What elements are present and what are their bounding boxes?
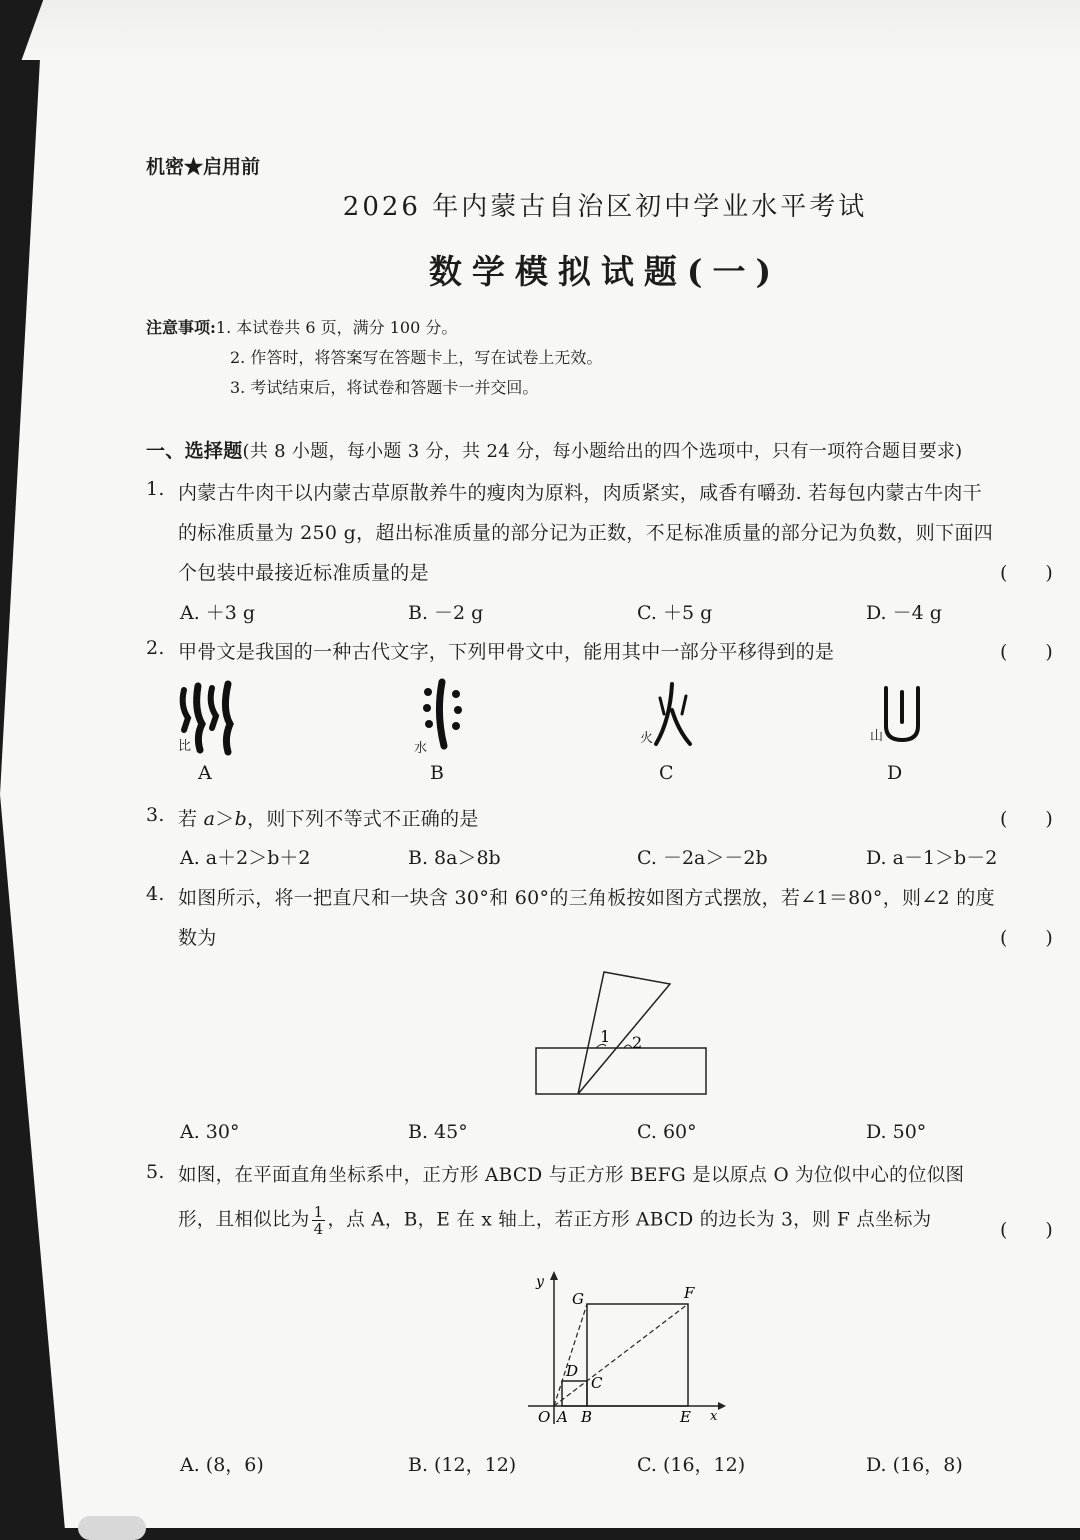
glyph-b-caption: 水 xyxy=(414,741,428,756)
q3-option-c: C. －2a＞－2b xyxy=(637,847,768,869)
section-header xyxy=(146,436,963,463)
q4-number: 4. xyxy=(146,883,165,905)
q5-option-c: C. (16，12) xyxy=(637,1454,746,1476)
q5-line-1: 如图，在平面直角坐标系中，正方形 ABCD 与正方形 BEFG 是以原点 O 为位似中心的位似图 xyxy=(178,1165,965,1186)
q3-option-d: D. a－1＞b－2 xyxy=(866,847,998,869)
q4-line-1: 如图所示，将一把直尺和一块含 30°和 60°的三角板按如图方式摆放，若∠1＝80°，则∠2 的度 xyxy=(178,887,995,909)
label-o: O xyxy=(538,1408,551,1426)
q2-answer-paren: ( ) xyxy=(1000,641,1053,663)
fraction-numerator: 1 xyxy=(313,1203,324,1221)
q4-option-d: D. 50° xyxy=(866,1121,927,1143)
q4-ruler-triangle-figure xyxy=(520,962,720,1102)
q5-line-2 xyxy=(178,1204,931,1237)
q1-answer-paren: ( ) xyxy=(1000,562,1053,584)
note-item-3: 3. 考试结束后，将试卷和答题卡一并交回。 xyxy=(230,378,539,397)
exam-title: 2026 年内蒙古自治区初中学业水平考试 xyxy=(342,192,868,222)
oracle-glyph-d-icon xyxy=(880,682,924,746)
q3-answer-paren: ( ) xyxy=(1000,808,1053,830)
q1-line-2: 的标准质量为 250 g，超出标准质量的部分记为正数，不足标准质量的部分记为负数，则下面四 xyxy=(178,522,994,544)
q1-option-d: D. －4 g xyxy=(866,602,942,624)
label-x: x xyxy=(710,1409,718,1424)
set-square xyxy=(578,972,670,1094)
q4-answer-paren: ( ) xyxy=(1000,927,1053,949)
q1-option-c: C. ＋5 g xyxy=(637,602,713,624)
glyph-a-caption: 比 xyxy=(178,739,192,754)
angle-2-label: 2 xyxy=(632,1033,643,1052)
ratio-fraction xyxy=(312,1204,326,1237)
q3-var-b: b xyxy=(234,808,248,830)
q3-option-b: B. 8a＞8b xyxy=(408,847,501,869)
label-d: D xyxy=(566,1362,579,1380)
ruler-rect xyxy=(536,1048,706,1094)
notes-block xyxy=(146,315,457,338)
glyph-c-letter: C xyxy=(659,762,674,784)
q1-line-1: 内蒙古牛肉干以内蒙古草原散养牛的瘦肉为原料，肉质紧实，咸香有嚼劲. 若每包内蒙古牛肉干 xyxy=(178,482,982,504)
label-g: G xyxy=(572,1290,584,1308)
q4-option-a: A. 30° xyxy=(180,1121,240,1143)
q3-number: 3. xyxy=(146,804,165,826)
paper-shadow xyxy=(0,0,1080,60)
angle-1-label: 1 xyxy=(600,1027,611,1046)
q3-var-a: a xyxy=(203,808,216,830)
page-indicator-pill[interactable] xyxy=(78,1516,146,1540)
line-of-to-g xyxy=(554,1304,587,1406)
q1-number: 1. xyxy=(146,478,165,500)
q4-option-c: C. 60° xyxy=(637,1121,697,1143)
note-item-2: 2. 作答时，将答案写在答题卡上，写在试卷上无效。 xyxy=(230,348,603,367)
q3-gt: ＞ xyxy=(215,808,235,830)
line-of-to-f xyxy=(554,1304,688,1406)
q3-text-a: 若 xyxy=(178,808,204,830)
glyph-a-letter: A xyxy=(198,762,212,784)
q5-option-b: B. (12，12) xyxy=(408,1454,517,1476)
q1-option-a: A. ＋3 g xyxy=(180,602,256,624)
label-c: C xyxy=(591,1374,603,1392)
glyph-d-caption: 山 xyxy=(870,729,884,744)
label-y: y xyxy=(536,1274,544,1290)
section-title: 一、选择题 xyxy=(146,440,243,462)
paper-title: 数学模拟试题(一) xyxy=(428,252,782,291)
q5-line-2-b: ，点 A，B，E 在 x 轴上，若正方形 ABCD 的边长为 3，则 F 点坐标为 xyxy=(327,1209,932,1231)
q5-coordinate-figure xyxy=(520,1266,730,1428)
glyph-c-caption: 火 xyxy=(640,731,654,746)
q1-line-3: 个包装中最接近标准质量的是 xyxy=(178,562,429,584)
q3-option-a: A. a＋2＞b＋2 xyxy=(180,847,311,869)
glyph-b-letter: B xyxy=(430,762,444,784)
confidential-label: 机密★启用前 xyxy=(146,156,261,178)
fraction-denominator: 4 xyxy=(313,1220,324,1238)
q5-number: 5. xyxy=(146,1161,165,1183)
label-a: A xyxy=(557,1408,568,1426)
label-e: E xyxy=(680,1408,691,1426)
glyph-d-letter: D xyxy=(887,762,903,784)
section-desc: (共 8 小题，每小题 3 分，共 24 分，每小题给出的四个选项中，只有一项符合题目要求) xyxy=(242,441,963,462)
q2-text: 甲骨文是我国的一种古代文字，下列甲骨文中，能用其中一部分平移得到的是 xyxy=(178,641,835,663)
oracle-glyph-c-icon xyxy=(648,680,694,750)
q4-option-b: B. 45° xyxy=(408,1121,468,1143)
q3-text xyxy=(178,804,479,831)
label-f: F xyxy=(684,1284,695,1302)
q5-line-2-a: 形，且相似比为 xyxy=(178,1209,310,1231)
label-b: B xyxy=(581,1408,593,1426)
note-item-1: 1. 本试卷共 6 页，满分 100 分。 xyxy=(215,318,458,337)
q2-number: 2. xyxy=(146,637,165,659)
square-abcd xyxy=(562,1381,587,1406)
q4-line-2: 数为 xyxy=(178,927,217,949)
q5-answer-paren: ( ) xyxy=(1000,1219,1053,1241)
q5-option-d: D. (16，8) xyxy=(866,1454,963,1476)
q1-option-b: B. －2 g xyxy=(408,602,484,624)
notes-label: 注意事项: xyxy=(146,318,216,337)
q5-option-a: A. (8，6) xyxy=(180,1454,264,1476)
q3-text-rest: ，则下列不等式不正确的是 xyxy=(247,808,479,830)
